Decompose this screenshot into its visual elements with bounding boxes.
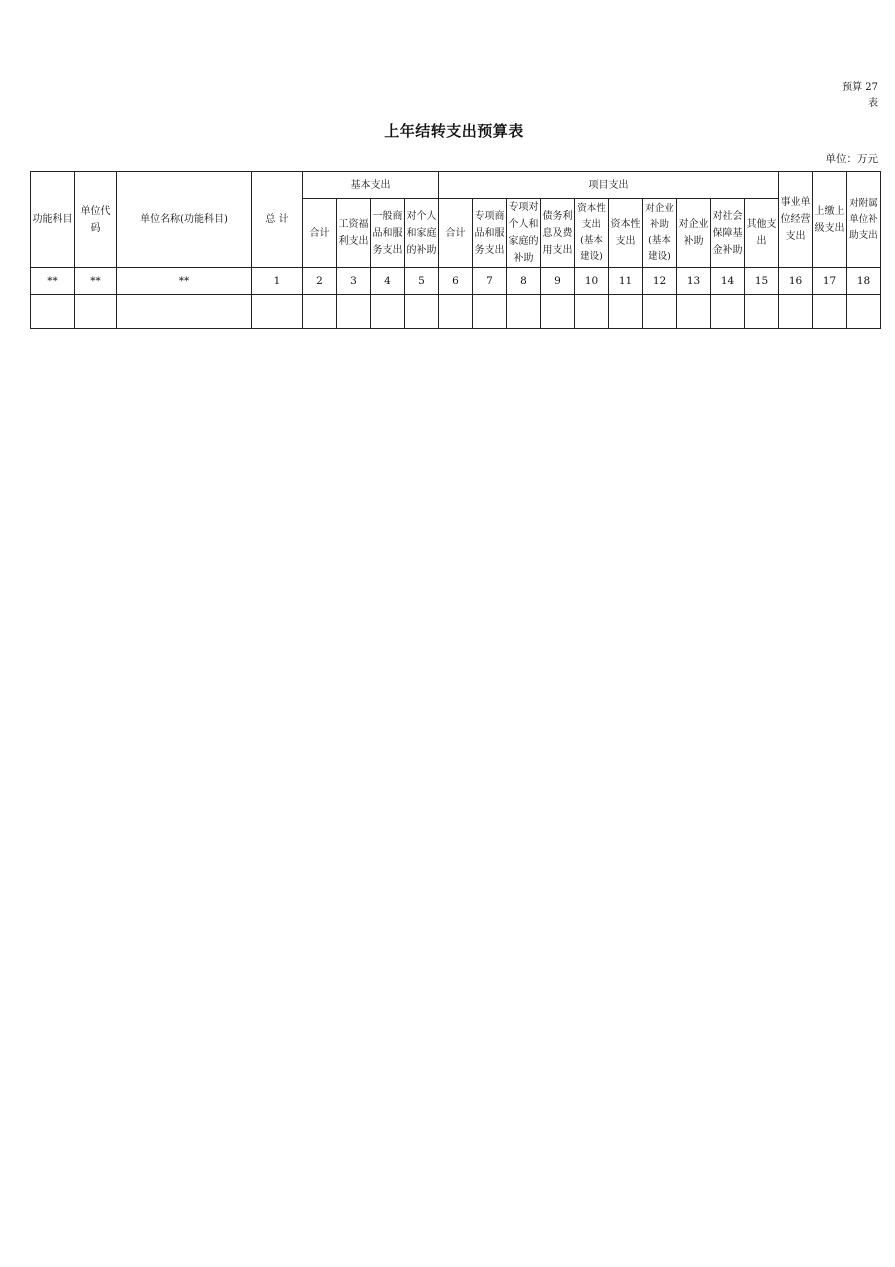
index-cell: 1 [252, 268, 303, 295]
header-unit-name: 单位名称(功能科目) [117, 172, 252, 268]
table-number-line2: 表 [868, 98, 878, 109]
empty-cell [252, 295, 303, 329]
empty-cell [117, 295, 252, 329]
header-functional-subject: 功能科目 [31, 172, 75, 268]
table-number [838, 80, 878, 112]
table-number-line1: 预算 27 [842, 82, 878, 93]
index-cell: 8 [507, 268, 541, 295]
header-unit-code: 单位代码 [75, 172, 117, 268]
unit-label: 单位：万元 [825, 153, 878, 165]
empty-cell [609, 295, 643, 329]
index-cell: 9 [541, 268, 575, 295]
index-cell: 14 [711, 268, 745, 295]
empty-cell [779, 295, 813, 329]
empty-cell [473, 295, 507, 329]
header-basic-personal-subsidy: 对个人和家庭的补助 [405, 199, 439, 268]
header-project-enterprise-construction: 对企业补助(基本建设) [643, 199, 677, 268]
empty-cell [337, 295, 371, 329]
index-cell: 5 [405, 268, 439, 295]
header-project-debt-interest: 债务利息及费用支出 [541, 199, 575, 268]
budget-table [30, 171, 881, 329]
header-project-personal-subsidy: 专项对个人和家庭的补助 [507, 199, 541, 268]
index-cell: ** [75, 268, 117, 295]
header-row-1 [31, 172, 881, 199]
header-project-social-security: 对社会保障基金补助 [711, 199, 745, 268]
index-cell: 17 [813, 268, 847, 295]
empty-cell [303, 295, 337, 329]
header-project-total: 合计 [439, 199, 473, 268]
index-cell: 4 [371, 268, 405, 295]
index-cell: ** [117, 268, 252, 295]
header-project-capital-construction: 资本性支出(基本建设) [575, 199, 609, 268]
header-business-ops: 事业单位经营支出 [779, 172, 813, 268]
header-basic-total: 合计 [303, 199, 337, 268]
index-cell: 6 [439, 268, 473, 295]
index-cell: 10 [575, 268, 609, 295]
header-subsidiary-subsidy: 对附属单位补助支出 [847, 172, 881, 268]
empty-cell [31, 295, 75, 329]
empty-cell [371, 295, 405, 329]
index-cell: 2 [303, 268, 337, 295]
empty-cell [813, 295, 847, 329]
index-cell: 12 [643, 268, 677, 295]
header-project-group: 项目支出 [439, 172, 779, 199]
empty-cell [439, 295, 473, 329]
index-cell: 7 [473, 268, 507, 295]
table-row [31, 295, 881, 329]
header-total: 总 计 [252, 172, 303, 268]
header-project-goods-services: 专项商品和服务支出 [473, 199, 507, 268]
header-project-capital: 资本性支出 [609, 199, 643, 268]
empty-cell [847, 295, 881, 329]
index-cell: ** [31, 268, 75, 295]
index-cell: 16 [779, 268, 813, 295]
header-project-other: 其他支出 [745, 199, 779, 268]
index-cell: 11 [609, 268, 643, 295]
empty-cell [405, 295, 439, 329]
header-project-enterprise: 对企业补助 [677, 199, 711, 268]
index-cell: 18 [847, 268, 881, 295]
header-basic-group: 基本支出 [303, 172, 439, 199]
empty-cell [575, 295, 609, 329]
index-cell: 3 [337, 268, 371, 295]
index-cell: 15 [745, 268, 779, 295]
empty-cell [677, 295, 711, 329]
empty-cell [507, 295, 541, 329]
empty-cell [711, 295, 745, 329]
index-row [31, 268, 881, 295]
header-basic-salary: 工资福利支出 [337, 199, 371, 268]
empty-cell [745, 295, 779, 329]
index-cell: 13 [677, 268, 711, 295]
empty-cell [75, 295, 117, 329]
empty-cell [643, 295, 677, 329]
header-upper-payment: 上缴上级支出 [813, 172, 847, 268]
page-title: 上年结转支出预算表 [384, 122, 524, 140]
empty-cell [541, 295, 575, 329]
header-basic-goods-services: 一般商品和服务支出 [371, 199, 405, 268]
